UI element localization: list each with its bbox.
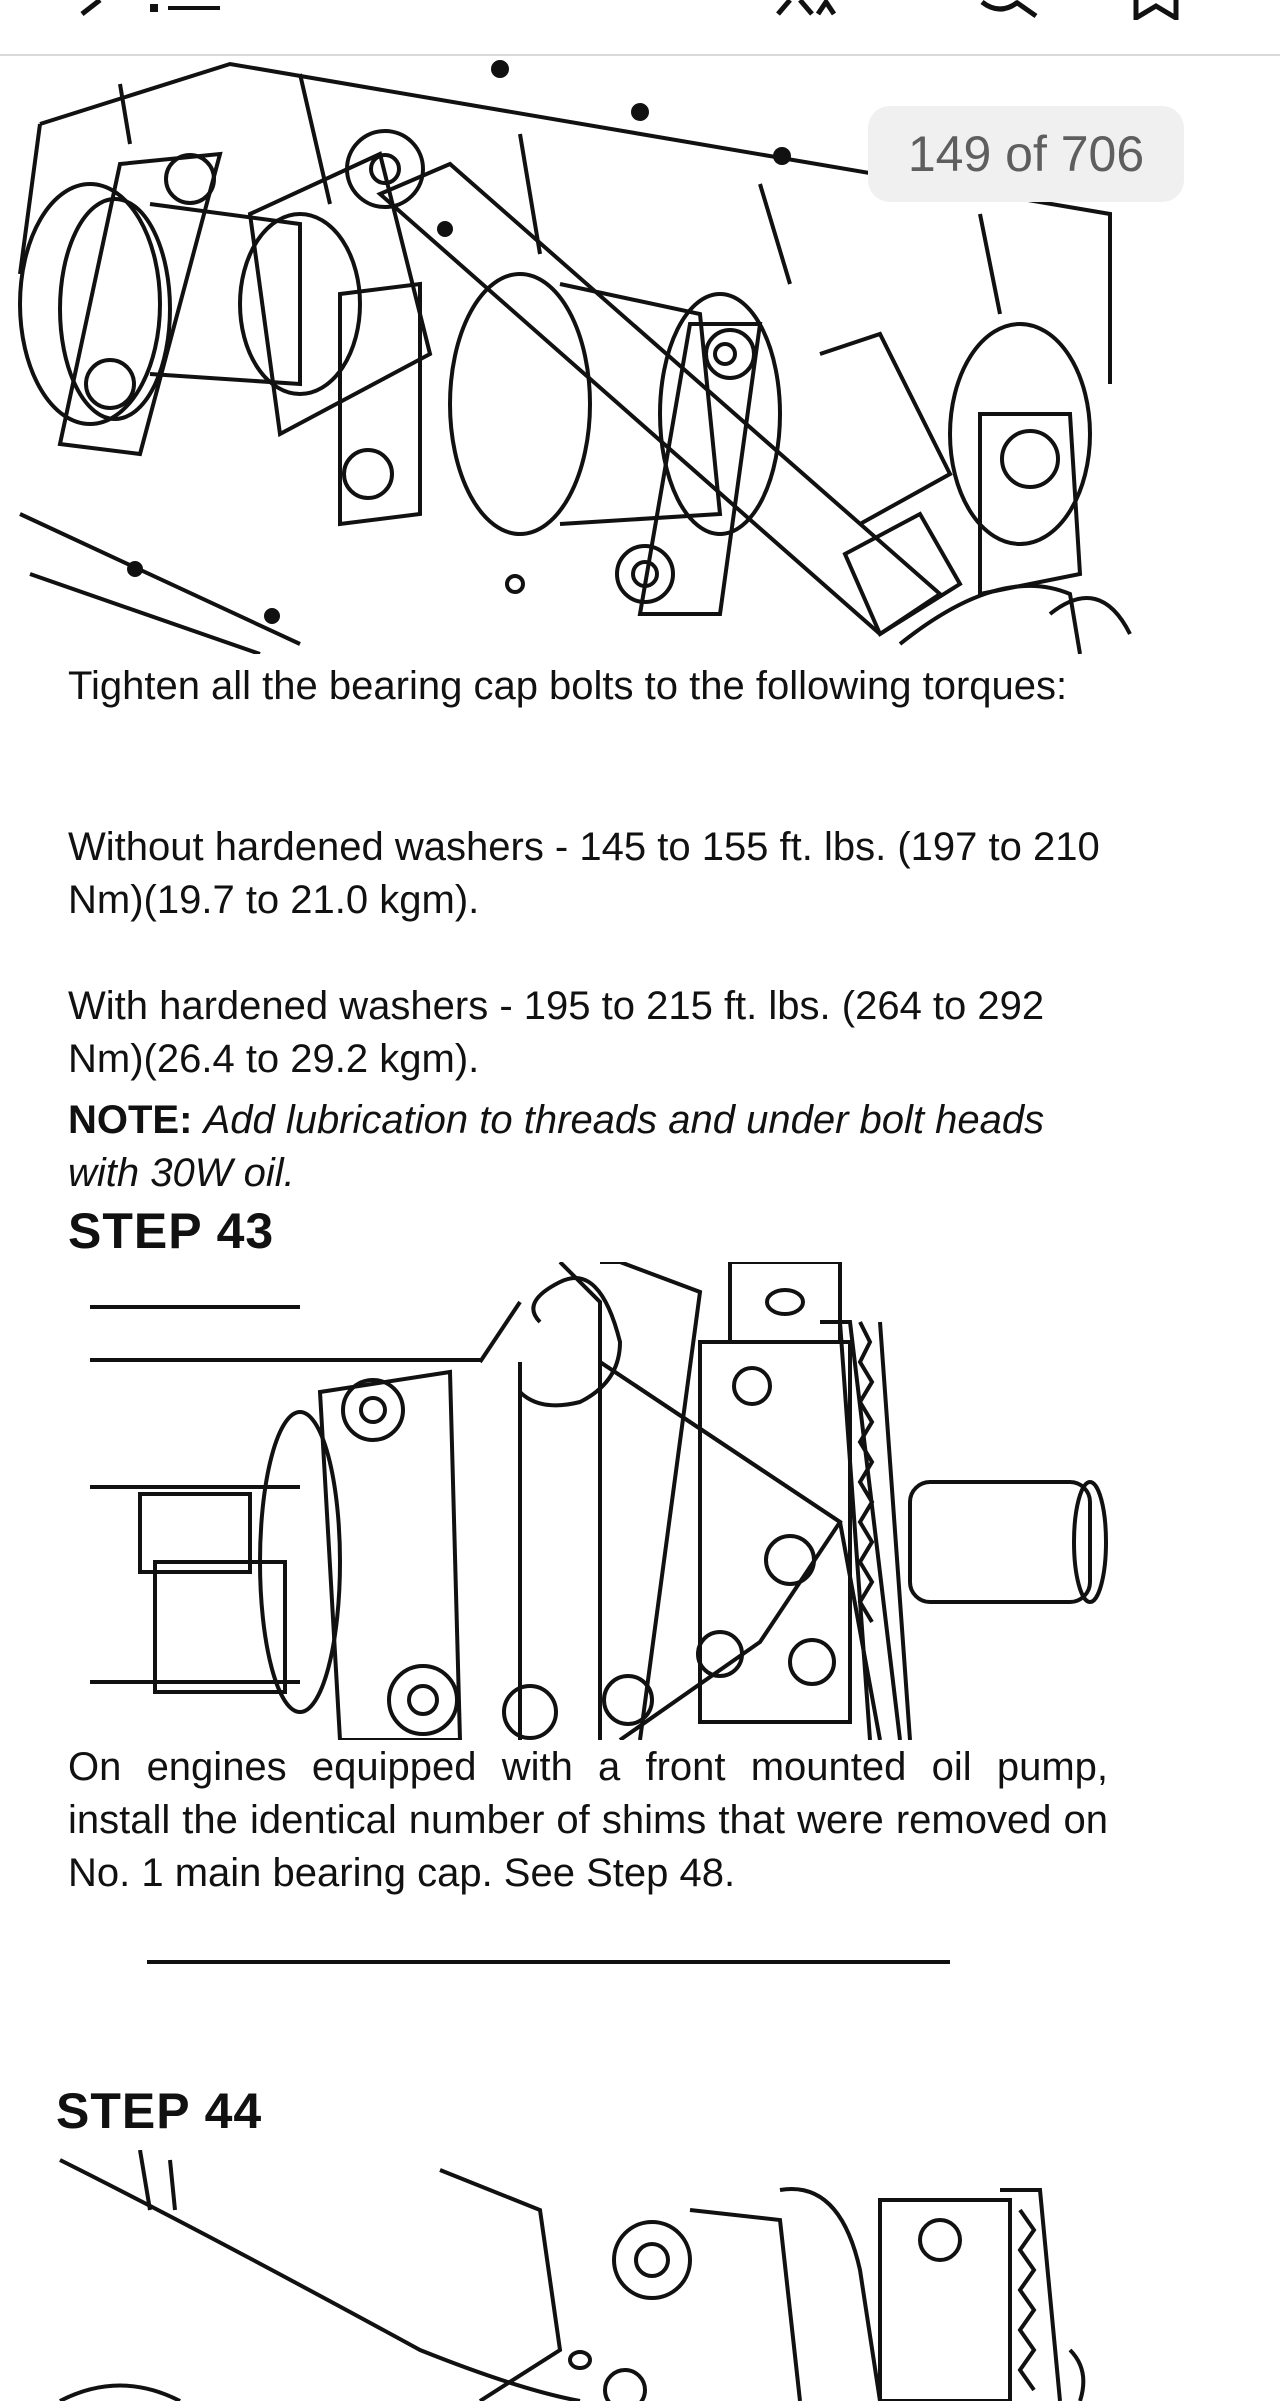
step-44-illustration [0, 2150, 1280, 2401]
oil-pump-shims-illustration [0, 1262, 1280, 1740]
torque-with-washers: With hardened washers - 195 to 215 ft. lbs. (264 to 292 Nm)(26.4 to 29.2 kgm). [68, 984, 1045, 1081]
search-icon[interactable] [980, 0, 1050, 20]
lubrication-note [68, 1094, 1108, 1200]
bearing-torque-intro: Tighten all the bearing cap bolts to the following torques: [68, 664, 1068, 708]
reader-toolbar [0, 0, 1280, 56]
note-label: NOTE: [68, 1098, 193, 1142]
bookmark-icon[interactable] [1130, 0, 1190, 20]
table-of-contents-icon[interactable] [150, 0, 230, 20]
note-text: Add lubrication to threads and under bolt heads with 30W oil. [68, 1098, 1045, 1195]
section-divider [147, 1960, 950, 1964]
text-size-icon[interactable] [770, 0, 850, 20]
page-counter: 149 of 706 [868, 106, 1184, 202]
step-43-text: On engines equipped with a front mounted oil pump, install the identical number of shims that were removed on No. 1 main bearing cap. See Step 48. [68, 1745, 1108, 1895]
step-44-heading: STEP 44 [56, 2083, 263, 2139]
step-43-heading: STEP 43 [68, 1203, 275, 1259]
torque-without-washers: Without hardened washers - 145 to 155 ft. lbs. (197 to 210 Nm)(19.7 to 21.0 kgm). [68, 825, 1100, 922]
back-icon[interactable] [60, 0, 120, 20]
